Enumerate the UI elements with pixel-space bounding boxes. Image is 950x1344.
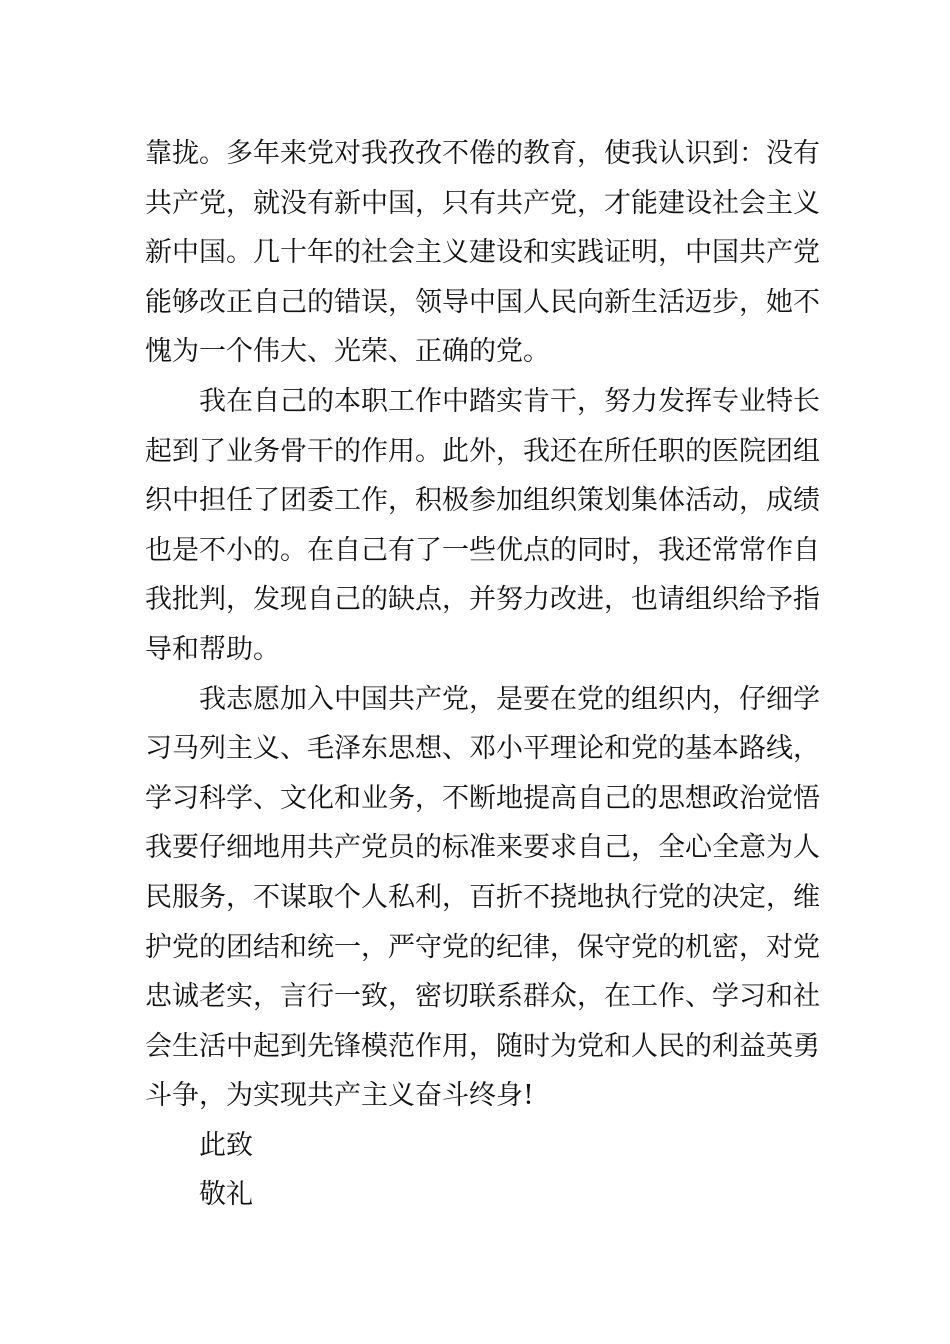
text-line: 也是不小的。在自己有了一些优点的同时，我还常常作自: [145, 534, 820, 566]
text-line: 织中担任了团委工作，积极参加组织策划集体活动，成绩: [145, 485, 820, 517]
paragraph-start-line: 我在自己的本职工作中踏实肯干，努力发挥专业特长: [199, 385, 820, 417]
text-line: 护党的团结和统一，严守党的纪律，保守党的机密，对党: [145, 931, 820, 963]
letter-body: [145, 129, 820, 1220]
text-line: 导和帮助。: [145, 633, 280, 665]
text-line: 我要仔细地用共产党员的标准来要求自己，全心全意为人: [145, 832, 820, 864]
text-line: 起到了业务骨干的作用。此外，我还在所任职的医院团组: [145, 435, 820, 467]
closing-salutation: 此致: [199, 1129, 253, 1161]
paragraph-start-line: 我志愿加入中国共产党，是要在党的组织内，仔细学: [199, 683, 820, 715]
text-line: 愧为一个伟大、光荣、正确的党。: [145, 336, 550, 368]
text-line: 习马列主义、毛泽东思想、邓小平理论和党的基本路线，: [145, 733, 820, 765]
text-line: 共产党，就没有新中国，只有共产党，才能建设社会主义: [145, 187, 820, 219]
text-line: 忠诚老实，言行一致，密切联系群众，在工作、学习和社: [145, 981, 820, 1013]
text-line: 民服务，不谋取个人私利，百折不挠地执行党的决定，维: [145, 881, 820, 913]
text-line: 斗争，为实现共产主义奋斗终身!: [145, 1080, 534, 1112]
text-line: 学习科学、文化和业务，不断地提高自己的思想政治觉悟: [145, 782, 820, 814]
text-line: 能够改正自己的错误，领导中国人民向新生活迈步，她不: [145, 286, 820, 318]
text-line: 会生活中起到先锋模范作用，随时为党和人民的利益英勇: [145, 1030, 820, 1062]
text-line: 靠拢。多年来党对我孜孜不倦的教育，使我认识到：没有: [145, 138, 820, 169]
text-line: 我批判，发现自己的缺点，并努力改进，也请组织给予指: [145, 584, 820, 616]
closing-regards: 敬礼: [199, 1179, 253, 1211]
text-line: 新中国。几十年的社会主义建设和实践证明，中国共产党: [145, 237, 820, 269]
